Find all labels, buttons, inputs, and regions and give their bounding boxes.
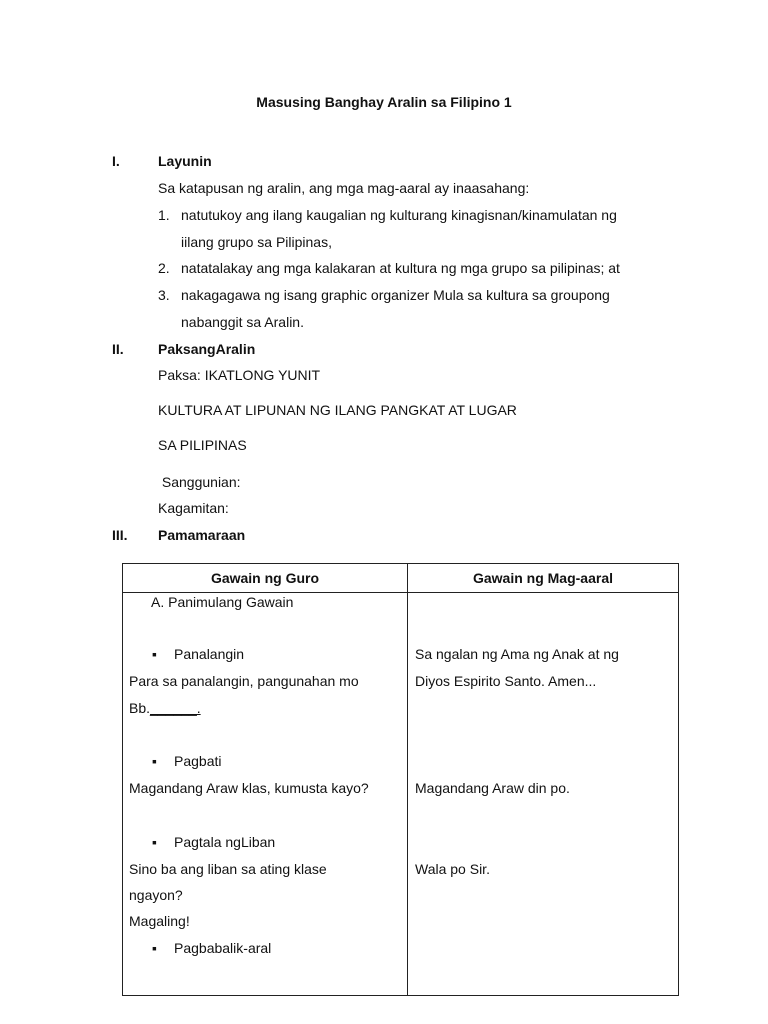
pagtala-line-3: Magaling!	[129, 913, 190, 929]
objective-1-line2: iilang grupo sa Pilipinas,	[181, 234, 332, 250]
section-3-numeral: III.	[112, 527, 128, 543]
objective-1-number: 1.	[158, 207, 170, 223]
pagtala-label: Pagtala ngLiban	[174, 834, 276, 850]
bullet-icon: ▪	[152, 753, 157, 769]
panalangin-prefix: Bb.	[129, 700, 151, 716]
bullet-icon: ▪	[152, 834, 157, 850]
name-blank: ______.	[150, 700, 201, 716]
pagtala-line-2: ngayon?	[129, 887, 183, 903]
sanggunian-label: Sanggunian:	[158, 474, 241, 490]
pagtala-line-1: Sino ba ang liban sa ating klase	[129, 861, 327, 877]
panimulang-gawain-heading: A. Panimulang Gawain	[151, 594, 294, 610]
section-2-heading: PaksangAralin	[158, 341, 256, 357]
kagamitan-label: Kagamitan:	[158, 500, 229, 516]
response-pagbati: Magandang Araw din po.	[415, 780, 570, 796]
bullet-icon: ▪	[152, 940, 157, 956]
response-panalangin-line-2: Diyos Espirito Santo. Amen...	[415, 673, 597, 689]
table-header-row	[123, 564, 679, 593]
section-2-numeral: II.	[112, 341, 124, 357]
topic-line-1: KULTURA AT LIPUNAN NG ILANG PANGKAT AT LUGAR	[158, 402, 517, 418]
panalangin-line-1: Para sa panalangin, pangunahan mo	[129, 673, 359, 689]
pagbabalik-aral-label: Pagbabalik-aral	[174, 940, 272, 956]
section-1-intro: Sa katapusan ng aralin, ang mga mag-aaral ay inaasahang:	[158, 180, 530, 196]
objective-3-line1: nakagagawa ng isang graphic organizer Mula sa kultura sa groupong	[181, 287, 610, 303]
topic-line-2: SA PILIPINAS	[158, 437, 247, 453]
lesson-procedure-table	[122, 563, 679, 996]
objective-3-number: 3.	[158, 287, 170, 303]
objective-1-line1: natutukoy ang ilang kaugalian ng kulturang kinagisnan/kinamulatan ng	[181, 207, 617, 223]
guro-cell	[123, 593, 408, 996]
objective-2-number: 2.	[158, 260, 170, 276]
panalangin-label: Panalangin	[174, 646, 245, 662]
magaaral-cell	[408, 593, 679, 996]
column-header-guro: Gawain ng Guro	[123, 564, 408, 593]
objective-2-line1: natatalakay ang mga kalakaran at kultura ng mga grupo sa pilipinas; at	[181, 260, 620, 276]
table-row	[123, 593, 679, 996]
response-pagtala: Wala po Sir.	[415, 861, 490, 877]
section-1-numeral: I.	[112, 153, 120, 169]
column-header-magaaral: Gawain ng Mag-aaral	[408, 564, 679, 593]
page-title: Masusing Banghay Aralin sa Filipino 1	[256, 94, 512, 110]
response-panalangin-line-1: Sa ngalan ng Ama ng Anak at ng	[415, 646, 619, 662]
pagbati-label: Pagbati	[174, 753, 222, 769]
section-1-heading: Layunin	[158, 153, 212, 169]
paksa-line: Paksa: IKATLONG YUNIT	[158, 367, 321, 383]
pagbati-line-1: Magandang Araw klas, kumusta kayo?	[129, 780, 369, 796]
objective-3-line2: nabanggit sa Aralin.	[181, 314, 304, 330]
panalangin-line-2	[129, 700, 201, 717]
bullet-icon: ▪	[152, 646, 157, 662]
section-3-heading: Pamamaraan	[158, 527, 246, 543]
